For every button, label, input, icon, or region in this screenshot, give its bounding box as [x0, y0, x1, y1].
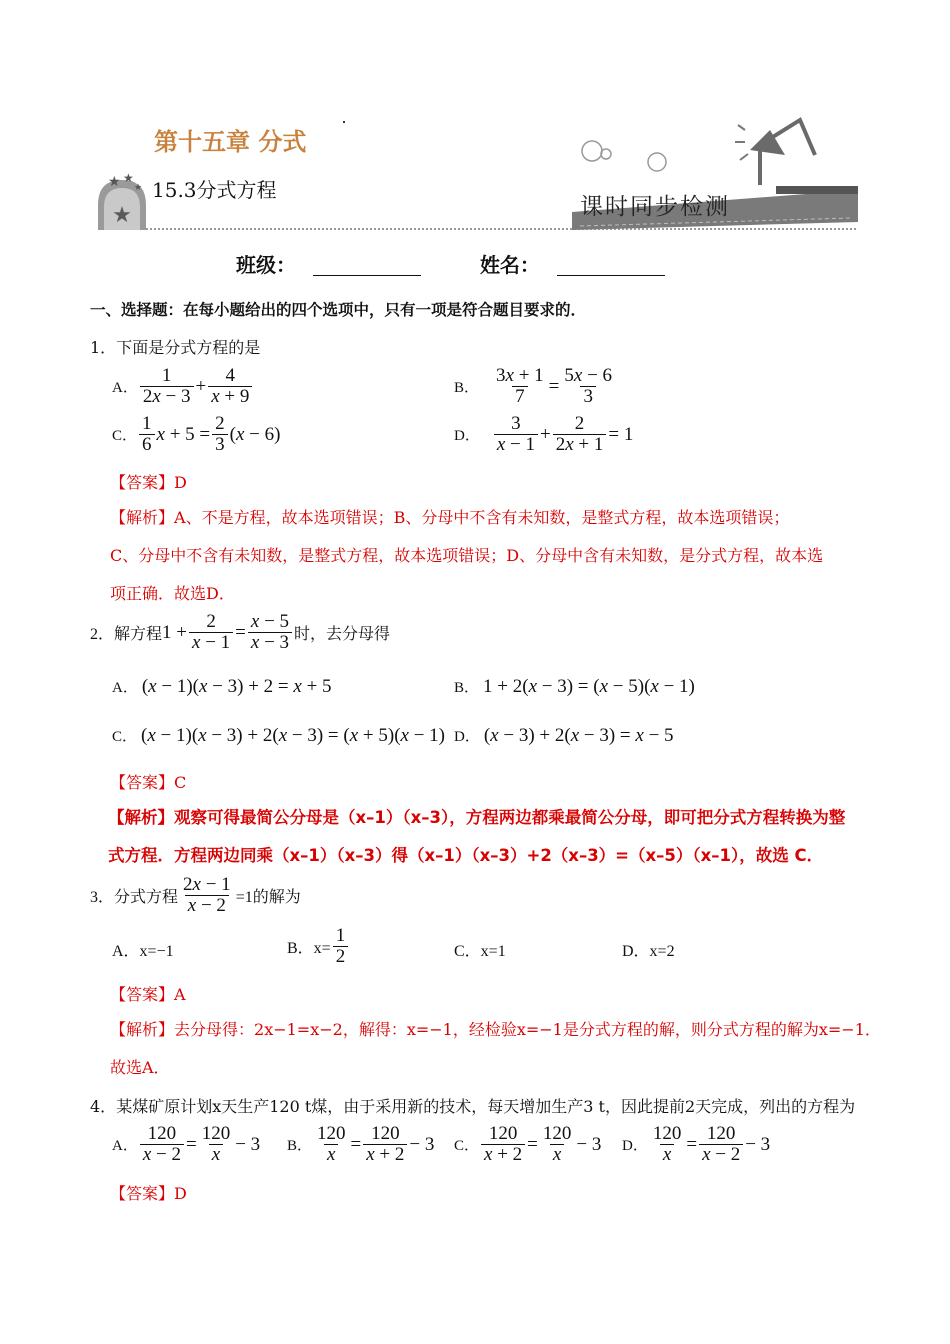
- class-name-line: [236, 249, 665, 278]
- q2-option-c: C． (x − 1)(x − 3) + 2(x − 3) = (x + 5)(x − 1): [112, 725, 446, 746]
- option-label: D．: [454, 428, 480, 445]
- option-label: B．: [287, 1138, 313, 1155]
- q2-text-b: 时，去分母得: [294, 626, 391, 644]
- q4-option-b: B． $\frac{120}{x}$ = $\frac{120}{x + 2}$ − 3: [287, 1123, 435, 1165]
- q1-analysis-line-2: C、分母中不含有未知数，是整式方程，故本选项错误；D、分母中含有未知数，是分式方程，故本选: [110, 546, 824, 565]
- q3-option-b: B．x= $\frac{1}{2}$: [287, 926, 350, 968]
- q2-answer: [110, 770, 186, 793]
- chapter-title: 第十五章 分式: [154, 128, 307, 156]
- q3-text-b: =1的解为: [235, 889, 301, 907]
- answer-tag: 【答案】: [110, 985, 175, 1004]
- name-label: 姓名：: [479, 253, 540, 277]
- q4-option-c: C． $\frac{120}{x + 2}$ = $\frac{120}{x}$ − 3: [454, 1123, 602, 1165]
- q3-analysis: [110, 1011, 890, 1087]
- q4-number: 4．: [90, 1097, 117, 1116]
- analysis-tag: 【解析】: [110, 1020, 175, 1039]
- q3-option-b-text: B．x=: [287, 940, 331, 958]
- q1-analysis: [110, 499, 870, 613]
- section-title: 15.3分式方程: [152, 178, 277, 202]
- option-label: D．: [622, 1138, 648, 1155]
- q1-option-a: A． $\frac{1}{2x - 3}$ + $\frac{4}{x + 9}$: [112, 366, 254, 408]
- q2-number: 2．: [90, 626, 115, 644]
- svg-text:★: ★: [108, 174, 121, 190]
- q2-option-b: B． 1 + 2(x − 3) = (x − 5)(x − 1): [454, 676, 695, 697]
- answer-value: D: [174, 1184, 187, 1203]
- q2-stem: 2． 解方程 1 + $\frac{2}{x - 1}$ = $\frac{x - 5}{x - 3}$ 时，去分母得: [90, 611, 391, 653]
- option-label: D．: [454, 729, 480, 745]
- q1-number: 1．: [90, 338, 117, 357]
- q3-option-c: C．x=1: [454, 943, 506, 960]
- option-label: B．: [454, 380, 480, 397]
- name-blank[interactable]: [557, 275, 665, 276]
- answer-value: D: [174, 473, 187, 492]
- answer-value: A: [174, 985, 186, 1004]
- q2-option-d: D． (x − 3) + 2(x − 3) = x − 5: [454, 725, 674, 746]
- q4-text: 某煤矿原计划x天生产120 t煤，由于采用新的技术，每天增加生产3 t，因此提前2天完成，列出的方程为: [116, 1097, 856, 1116]
- q3-answer: [110, 982, 186, 1005]
- analysis-tag: 【解析】: [108, 808, 174, 827]
- q3-option-d: D．x=2: [622, 943, 675, 960]
- option-label: C．: [112, 729, 138, 745]
- q2-analysis-line-1: 观察可得最简公分母是（x–1）（x–3），方程两边都乘最简公分母，即可把分式方程转换为整: [174, 808, 846, 827]
- q3-analysis-line-2: 故选A．: [110, 1058, 170, 1077]
- answer-tag: 【答案】: [110, 773, 175, 792]
- answer-value: C: [174, 773, 187, 792]
- q1-analysis-line-1: A、不是方程，故本选项错误；B、分母中不含有未知数，是整式方程，故本选项错误；: [174, 508, 790, 527]
- option-label: C．: [454, 1138, 480, 1155]
- option-label: B．: [454, 680, 480, 696]
- q1-answer: [110, 470, 187, 493]
- option-label: C．: [112, 428, 138, 445]
- class-label: 班级：: [236, 253, 296, 277]
- q1-option-d: D． $\frac{3}{x - 1}$ + $\frac{2}{2x + 1}$ = 1: [454, 413, 634, 455]
- q4-answer: [110, 1181, 187, 1204]
- header-decoration: [0, 0, 950, 240]
- q3-stem: 3． 分式方程 $\frac{2x - 1}{x - 2}$ =1的解为: [90, 874, 301, 916]
- q2-analysis: [108, 799, 888, 875]
- q4-option-a: A． $\frac{120}{x - 2}$ = $\frac{120}{x}$ − 3: [112, 1123, 261, 1165]
- q4-stem: [90, 1094, 920, 1117]
- option-label: A．: [112, 380, 138, 397]
- class-blank[interactable]: [313, 275, 421, 276]
- banner-title: 课时同步检测: [580, 194, 730, 220]
- q3-analysis-line-1: 去分母得：2x−1=x−2，解得：x=−1，经检验x=−1是分式方程的解，则分式方程的解为x=−1．: [174, 1020, 881, 1039]
- svg-text:★: ★: [112, 203, 132, 228]
- q2-option-a: A． (x − 1)(x − 3) + 2 = x + 5: [112, 676, 332, 697]
- q4-option-d: D． $\frac{120}{x}$ = $\frac{120}{x - 2}$ − 3: [622, 1123, 771, 1165]
- option-label: A．: [112, 1138, 138, 1155]
- svg-text:★: ★: [123, 171, 134, 185]
- q3-text-a: 分式方程: [114, 889, 179, 907]
- q1-stem: [90, 335, 260, 358]
- q2-text-a: 解方程: [114, 626, 163, 644]
- instructions: 一、选择题：在每小题给出的四个选项中，只有一项是符合题目要求的．: [90, 301, 587, 319]
- header: [0, 0, 950, 240]
- q1-text: 下面是分式方程的是: [116, 338, 261, 357]
- q2-analysis-line-2: 式方程．方程两边同乘（x–1）（x–3）得（x–1）（x–3）+2（x–3）=（x–5）（x–1），故选 C．: [108, 846, 824, 865]
- answer-tag: 【答案】: [110, 1184, 175, 1203]
- answer-tag: 【答案】: [110, 473, 175, 492]
- svg-text:★: ★: [134, 183, 143, 193]
- q1-analysis-line-3: 项正确．故选D．: [110, 584, 235, 603]
- option-label: A．: [112, 680, 138, 696]
- q1-option-c: C． $\frac{1}{6}$ x + 5 = $\frac{2}{3}$ (x − 6): [112, 413, 281, 455]
- q3-number: 3．: [90, 889, 115, 907]
- analysis-tag: 【解析】: [110, 508, 175, 527]
- q3-option-a: A．x=−1: [112, 943, 174, 960]
- q1-option-b: B． $\frac{3x + 1}{7}$ = $\frac{5x - 6}{3}$: [454, 365, 613, 407]
